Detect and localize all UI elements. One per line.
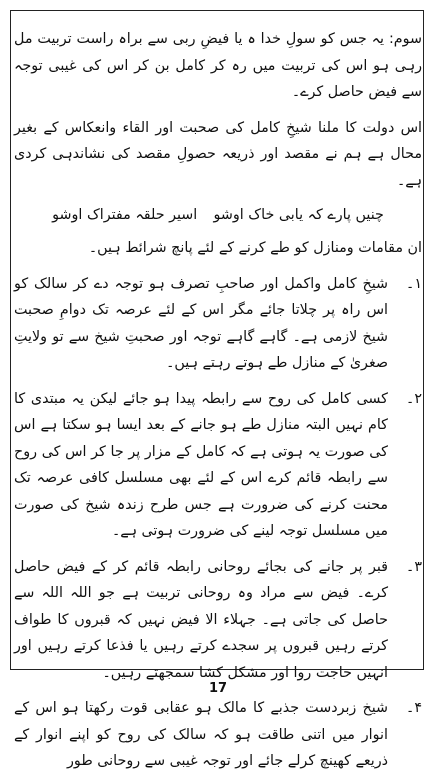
- paragraph-2: اس دولت کا ملنا شیخِ کامل کی صحبت اور القاء وانعکاس کے بغیر محال ہے ہم نے مقصد اور ذریعہ حصولِ مقصد کی نشاندہی کردی ہے۔: [14, 119, 422, 189]
- paragraph-conditions: ان مقامات ومنازل کو طے کرنے کے لئے پانچ شرائط ہیں۔: [88, 240, 422, 256]
- persian-verse: [14, 203, 422, 227]
- list-item: [14, 695, 422, 775]
- list-item: [14, 271, 422, 377]
- list-item-text: شیخ زبردست جذبے کا مالک ہو عقابی قوت رکھتا ہو اس کے انوار میں اتنی طاقت ہو کہ سالک کی روح کو اپنے انوار کے ذریعے کھینچ کرلے جائے اور توجہ غیبی سے روحانی طور: [14, 700, 388, 769]
- verse-first-half: چنیں پارے کہ یابی خاک اوشو: [213, 207, 384, 223]
- verse-second-half: اسیر حلقہ مفتراک اوشو: [52, 207, 198, 223]
- list-item-number: ۴۔: [405, 700, 422, 716]
- list-item-number: ۲۔: [405, 390, 422, 407]
- list-item-text: شیخِ کامل واکمل اور صاحبِ تصرف ہو توجہ دے کر سالک کو اس راہ پر چلاتا جائے مگر اس کے لئے عرصہ تک دوامِ صحبت شیخ لازمی ہے۔ گاہے گاہے توجہ اور صحبتِ شیخ سے تو ولایتِ صغریٰ کے منازل طے ہوتے رہتے ہیں۔: [14, 275, 388, 371]
- list-item-number: ۳۔: [405, 558, 422, 575]
- list-item: [14, 386, 422, 545]
- page-number: 17: [208, 681, 228, 696]
- list-item-text: قبر پر جانے کی بجائے روحانی رابطہ قائم کر کے فیض حاصل کرے۔ فیض سے مراد وہ روحانی تربیت ہے جو اللہ اللہ سے حاصل کی جاتی ہے۔ جہلاء الا فیض نہیں کہ قبروں کا طواف کرتے رہیں قبروں پر سجدے کرتے رہیں یا فذعا کرتے رہیں اور انہیں حاجت روا اور مشکل کشا سمجھتے رہیں۔: [14, 558, 388, 681]
- list-item-number: ۱۔: [405, 275, 422, 292]
- list-item-text: کسی کامل کی روح سے رابطہ پیدا ہو جائے لیکن یہ مبتدی کا کام نہیں البتہ منازل طے ہو جانے کے بعد ایسا ہو سکتا ہے اس کی صورت یہ ہوتی ہے کہ کامل کے مزار پر جا کر اس کی روح سے رابطہ قائم کرے اس کے لئے بھی مسلسل کافی عرصہ تک محنت کرنے کی ضرورت ہے جس طرح زندہ شیخ کی صورت میں مسلسل توجہ لینے کی ضرورت ہوتی ہے۔: [14, 390, 388, 539]
- paragraph-1: سوم: یہ جس کو سولِ خدا ہ یا فیضِ ربی سے براہ راست تربیت مل رہی ہو اس کی تربیت میں رہ کر کامل بن کر اس کی غیبی توجہ سے فیض حاصل کرے۔: [14, 31, 422, 100]
- page-text: [14, 26, 422, 769]
- list-item: [14, 554, 422, 687]
